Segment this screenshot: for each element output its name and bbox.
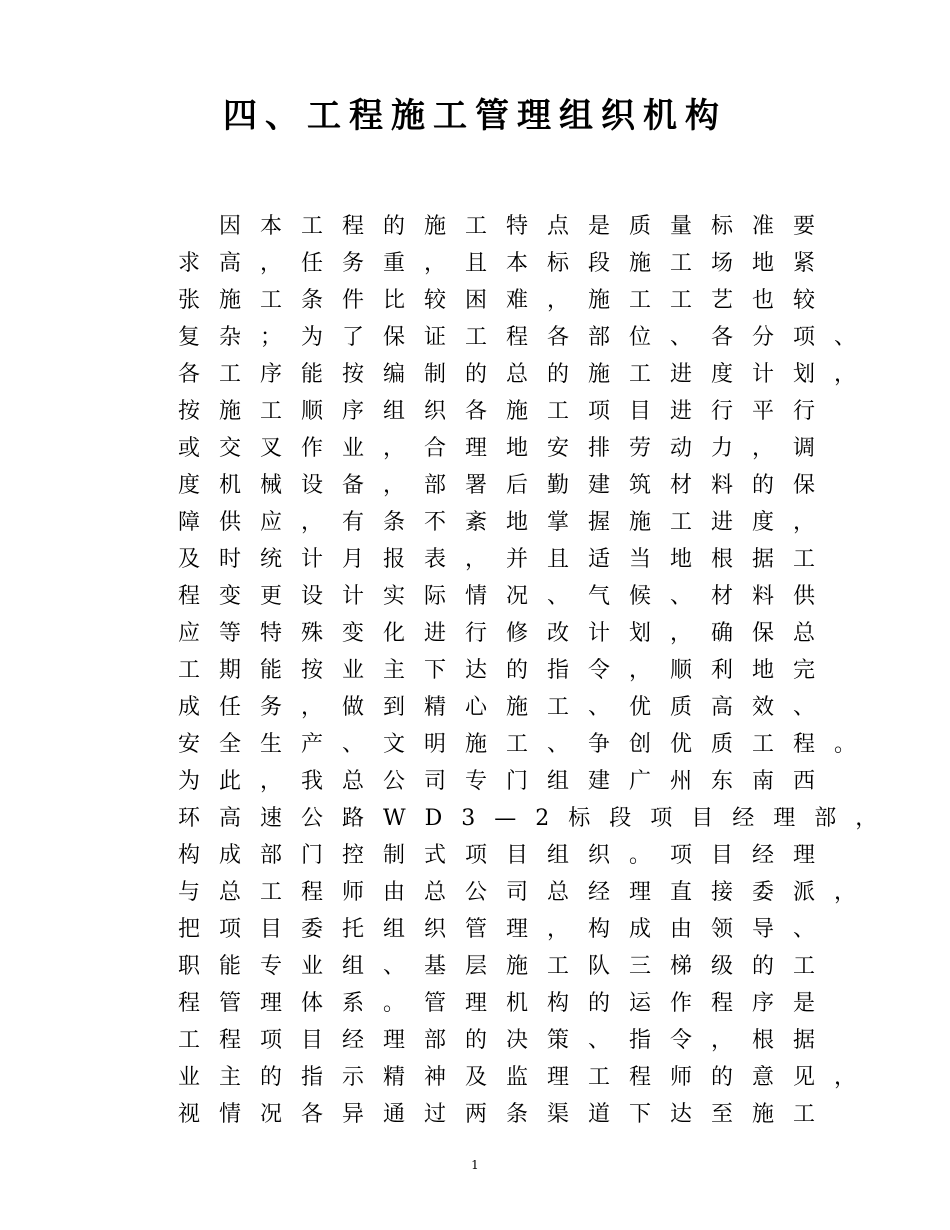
- body-line: 成任务，做到精心施工、优质高效、: [178, 695, 835, 720]
- body-line: 程变更设计实际情况、气候、材料供: [178, 584, 835, 609]
- body-line: 张施工条件比较困难，施工工艺也较: [178, 288, 835, 313]
- body-line: 求高，任务重，且本标段施工场地紧: [178, 251, 835, 276]
- body-line: 按施工顺序组织各施工项目进行平行: [178, 399, 835, 424]
- body-line: 工期能按业主下达的指令，顺利地完: [178, 658, 835, 683]
- body-line: 度机械设备，部署后勤建筑材料的保: [178, 473, 835, 498]
- body-line: 障供应，有条不紊地掌握施工进度，: [178, 510, 835, 535]
- body-line: 应等特殊变化进行修改计划，确保总: [178, 621, 835, 646]
- document-title: 四、工程施工管理组织机构: [223, 96, 727, 136]
- body-line: 环高速公路WD3—2标段项目经理部，: [178, 806, 897, 831]
- document-body: [178, 208, 897, 1133]
- body-line: 与总工程师由总公司总经理直接委派，: [178, 880, 876, 905]
- body-line: 视情况各异通过两条渠道下达至施工: [178, 1102, 835, 1127]
- body-line: 把项目委托组织管理，构成由领导、: [178, 917, 835, 942]
- body-line: 复杂；为了保证工程各部位、各分项、: [178, 325, 876, 350]
- body-line: 职能专业组、基层施工队三梯级的工: [178, 954, 835, 979]
- body-line: 程管理体系。管理机构的运作程序是: [178, 991, 835, 1016]
- body-line: 各工序能按编制的总的施工进度计划，: [178, 362, 876, 387]
- body-line: 因本工程的施工特点是质量标准要: [178, 214, 835, 239]
- body-line: 构成部门控制式项目组织。项目经理: [178, 843, 835, 868]
- body-line: 或交叉作业，合理地安排劳动力，调: [178, 436, 835, 461]
- body-line: 工程项目经理部的决策、指令，根据: [178, 1028, 835, 1053]
- body-line: 业主的指示精神及监理工程师的意见，: [178, 1065, 876, 1090]
- body-line: 为此，我总公司专门组建广州东南西: [178, 769, 835, 794]
- body-line: 安全生产、文明施工、争创优质工程。: [178, 732, 876, 757]
- page-number: 1: [471, 1158, 479, 1172]
- body-line: 及时统计月报表，并且适当地根据工: [178, 547, 835, 572]
